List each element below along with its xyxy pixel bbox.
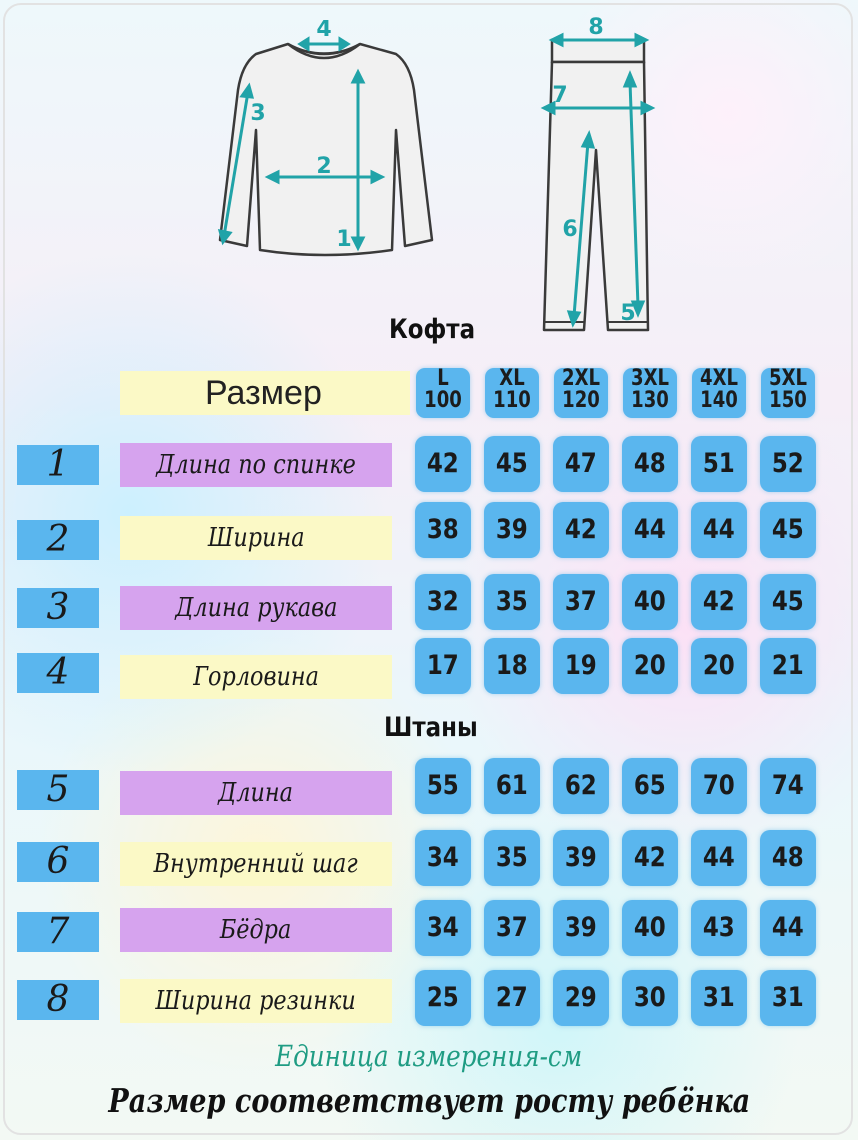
- value-cell: [415, 574, 471, 630]
- value-text: 37: [496, 912, 528, 943]
- value-cell: [760, 900, 816, 956]
- row-number: 3: [17, 588, 99, 628]
- value-cell: [553, 900, 609, 956]
- value-text: 47: [565, 448, 597, 479]
- value-text: 42: [427, 448, 459, 479]
- value-cell: [484, 830, 540, 886]
- size-code: 2XL: [562, 366, 600, 391]
- marker-4: 4: [316, 20, 332, 42]
- size-height: 120: [562, 388, 600, 413]
- unit-note-text: Единица измерения-см: [275, 1039, 583, 1073]
- value-text: 52: [772, 448, 804, 479]
- row-label-text: Длина по спинке: [156, 450, 356, 480]
- row-number: 7: [17, 912, 99, 952]
- footer-note: [0, 1081, 858, 1120]
- unit-note: [0, 1039, 858, 1073]
- value-cell: [484, 900, 540, 956]
- value-cell: [622, 970, 678, 1026]
- value-text: 20: [703, 650, 735, 681]
- size-header-label: Размер: [120, 371, 410, 415]
- size-col-6: [761, 368, 815, 418]
- value-cell: [691, 970, 747, 1026]
- value-cell: [415, 970, 471, 1026]
- value-cell: [760, 502, 816, 558]
- value-cell: [415, 830, 471, 886]
- marker-6: 6: [562, 217, 578, 242]
- size-height: 130: [631, 388, 669, 413]
- value-cell: [760, 436, 816, 492]
- value-cell: [484, 574, 540, 630]
- size-col-1: [416, 368, 470, 418]
- value-cell: [760, 758, 816, 814]
- size-col-2: [485, 368, 539, 418]
- value-text: 17: [427, 650, 459, 681]
- size-height: 150: [769, 388, 807, 413]
- size-code: L: [437, 366, 449, 391]
- value-cell: [760, 574, 816, 630]
- value-text: 34: [427, 842, 459, 873]
- value-cell: [691, 436, 747, 492]
- row-label: [120, 842, 392, 886]
- value-text: 45: [772, 586, 804, 617]
- size-code: XL: [499, 366, 525, 391]
- row-number: 4: [17, 653, 99, 693]
- marker-3: 3: [250, 101, 266, 126]
- value-cell: [691, 574, 747, 630]
- value-text: 38: [427, 514, 459, 545]
- value-text: 40: [634, 912, 666, 943]
- value-text: 55: [427, 770, 459, 801]
- value-text: 44: [703, 514, 735, 545]
- value-cell: [622, 436, 678, 492]
- value-cell: [415, 758, 471, 814]
- row-label: [120, 516, 392, 560]
- value-text: 27: [496, 982, 528, 1013]
- value-text: 42: [703, 586, 735, 617]
- value-text: 31: [703, 982, 735, 1013]
- row-label: [120, 771, 392, 815]
- value-cell: [415, 900, 471, 956]
- value-cell: [691, 830, 747, 886]
- value-text: 39: [496, 514, 528, 545]
- value-cell: [484, 970, 540, 1026]
- value-cell: [553, 970, 609, 1026]
- value-cell: [484, 638, 540, 694]
- value-text: 39: [565, 912, 597, 943]
- value-cell: [622, 758, 678, 814]
- value-cell: [484, 758, 540, 814]
- marker-1: 1: [336, 227, 352, 252]
- footer-note-text: Размер соответствует росту ребёнка: [108, 1081, 750, 1120]
- row-label-text: Горловина: [193, 662, 319, 692]
- value-text: 34: [427, 912, 459, 943]
- row-label: [120, 443, 392, 487]
- value-text: 42: [565, 514, 597, 545]
- row-label-text: Длина рукава: [174, 593, 338, 623]
- size-code: 3XL: [631, 366, 669, 391]
- value-text: 74: [772, 770, 804, 801]
- section-title-top: Кофта: [389, 314, 476, 345]
- pants-diagram: [530, 10, 670, 340]
- value-text: 39: [565, 842, 597, 873]
- value-text: 30: [634, 982, 666, 1013]
- row-number: 2: [17, 520, 99, 560]
- size-col-3: [554, 368, 608, 418]
- row-label: [120, 586, 392, 630]
- size-code: 4XL: [700, 366, 738, 391]
- row-label-text: Длина: [218, 778, 294, 808]
- row-number: 5: [17, 770, 99, 810]
- row-number: 8: [17, 980, 99, 1020]
- value-cell: [415, 502, 471, 558]
- row-label-text: Бёдра: [220, 915, 292, 945]
- value-text: 44: [703, 842, 735, 873]
- size-height: 110: [493, 388, 531, 413]
- value-text: 70: [703, 770, 735, 801]
- value-text: 44: [772, 912, 804, 943]
- value-cell: [622, 502, 678, 558]
- sweater-diagram: [200, 20, 450, 270]
- size-code: 5XL: [769, 366, 807, 391]
- marker-5: 5: [620, 301, 636, 326]
- row-label: [120, 908, 392, 952]
- marker-2: 2: [316, 154, 332, 179]
- value-text: 20: [634, 650, 666, 681]
- value-text: 35: [496, 842, 528, 873]
- value-text: 43: [703, 912, 735, 943]
- value-cell: [760, 638, 816, 694]
- value-cell: [415, 638, 471, 694]
- value-text: 65: [634, 770, 666, 801]
- value-text: 62: [565, 770, 597, 801]
- value-cell: [622, 574, 678, 630]
- value-text: 42: [634, 842, 666, 873]
- value-text: 44: [634, 514, 666, 545]
- size-col-5: [692, 368, 746, 418]
- value-cell: [553, 638, 609, 694]
- value-cell: [553, 758, 609, 814]
- row-label: [120, 979, 392, 1023]
- value-cell: [691, 638, 747, 694]
- value-cell: [553, 574, 609, 630]
- value-cell: [622, 638, 678, 694]
- value-cell: [484, 436, 540, 492]
- value-text: 40: [634, 586, 666, 617]
- value-cell: [691, 758, 747, 814]
- value-text: 48: [772, 842, 804, 873]
- row-label-text: Внутренний шаг: [153, 849, 359, 879]
- row-number: 6: [17, 842, 99, 882]
- value-cell: [691, 502, 747, 558]
- value-text: 31: [772, 982, 804, 1013]
- value-text: 61: [496, 770, 528, 801]
- row-label-text: Ширина резинки: [155, 986, 357, 1016]
- value-cell: [484, 502, 540, 558]
- value-text: 48: [634, 448, 666, 479]
- value-cell: [553, 502, 609, 558]
- value-text: 45: [772, 514, 804, 545]
- value-text: 19: [565, 650, 597, 681]
- size-col-4: [623, 368, 677, 418]
- value-cell: [622, 830, 678, 886]
- value-text: 18: [496, 650, 528, 681]
- value-cell: [760, 830, 816, 886]
- value-text: 45: [496, 448, 528, 479]
- value-text: 32: [427, 586, 459, 617]
- marker-8: 8: [588, 15, 604, 40]
- row-number: 1: [17, 445, 99, 485]
- value-cell: [760, 970, 816, 1026]
- row-label-text: Ширина: [207, 523, 305, 553]
- size-height: 100: [424, 388, 462, 413]
- value-cell: [622, 900, 678, 956]
- value-text: 29: [565, 982, 597, 1013]
- value-text: 35: [496, 586, 528, 617]
- value-text: 21: [772, 650, 804, 681]
- value-text: 37: [565, 586, 597, 617]
- section-title-pants: Штаны: [384, 712, 478, 743]
- value-cell: [415, 436, 471, 492]
- size-height: 140: [700, 388, 738, 413]
- value-text: 51: [703, 448, 735, 479]
- row-label: [120, 655, 392, 699]
- value-cell: [553, 830, 609, 886]
- marker-7: 7: [552, 83, 568, 108]
- value-cell: [553, 436, 609, 492]
- value-cell: [691, 900, 747, 956]
- value-text: 25: [427, 982, 459, 1013]
